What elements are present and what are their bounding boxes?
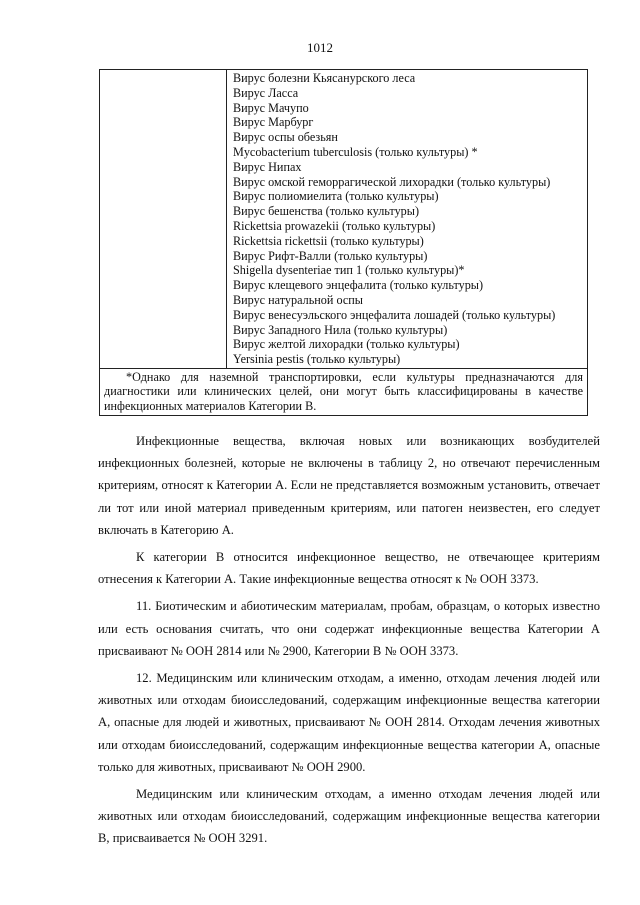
list-item: Rickettsia rickettsii (только культуры) [233,233,424,248]
list-item: Вирус Нипах [233,159,302,174]
list-item: Вирус оспы обезьян [233,130,338,145]
list-item: Вирус полиомиелита (только культуры) [233,189,439,204]
table-row [100,368,588,416]
table-cell-empty [100,70,227,369]
list-item: Вирус болезни Кьясанурского леса [233,71,416,85]
list-item: Вирус желтой лихорадки (только культуры) [233,337,460,352]
list-item: Вирус Мачупо [233,100,309,115]
paragraph: К категории В относится инфекционное вещество, не отвечающее критериям отнесения к Категории А. Такие инфекционные вещества относят к № ООН 3373. [98,550,600,587]
table-row [100,70,588,369]
list-item: Mycobacterium tuberculosis (только культуры) * [233,144,478,159]
list-item: Rickettsia prowazekii (только культуры) [233,218,436,233]
list-item: Yersinia pestis (только культуры) [233,352,401,367]
paragraph: 12. Медицинским или клиническим отходам, а именно, отходам лечения людей или животных или отходам биоисследований, содержащим инфекционные вещества категории А, опасные для людей и животных, присваивают № ООН 2814. Отходам лечения животных или отходам биоисследований, содержащим инфекционные вещества категории А, опасные только для животных, присваивают № ООН 2900. [98,671,600,774]
list-item: Вирус клещевого энцефалита (только культуры) [233,278,484,293]
list-item: Вирус омской геморрагической лихорадки (только культуры) [233,174,551,189]
paragraph: Медицинским или клиническим отходам, а именно отходам лечения людей или животных или отходам биоисследований, содержащим инфекционные вещества категории В, присваивается № ООН 3291. [98,787,600,846]
paragraph: Инфекционные вещества, включая новых или возникающих возбудителей инфекционных болезней, которые не включены в таблицу 2, но отвечают перечисленным критериям, относят к Категории А. Если не представляется возможным установить, отвечает ли тот или иной материал приведенным критериям, или патоген неизвестен, его следует включать в Категорию А. [98,434,600,537]
table-footnote: *Однако для наземной транспортировки, если культуры предназначаются для диагностики или клинических целей, они могут быть классифицированы в качестве инфекционных материалов Категории В. [100,368,588,416]
list-item: Вирус Ласса [233,85,299,100]
list-item: Shigella dysenteriae тип 1 (только культуры)* [233,263,465,278]
pathogen-table [99,69,588,416]
paragraph: 11. Биотическим и абиотическим материалам, пробам, образцам, о которых известно или есть основания считать, что они содержат инфекционные вещества Категории А присваивают № ООН 2814 или № 2900, Категории В № ООН 3373. [98,599,600,658]
list-item: Вирус Рифт-Валли (только культуры) [233,248,428,263]
list-item: Вирус Марбург [233,115,314,130]
list-item: Вирус Западного Нила (только культуры) [233,322,448,337]
list-item: Вирус бешенства (только культуры) [233,204,420,219]
list-item: Вирус венесуэльского энцефалита лошадей (только культуры) [233,307,556,322]
list-item: Вирус натуральной оспы [233,292,363,307]
body-text [98,430,600,855]
pathogen-list-cell [227,70,588,369]
page-number: 1012 [307,40,333,55]
